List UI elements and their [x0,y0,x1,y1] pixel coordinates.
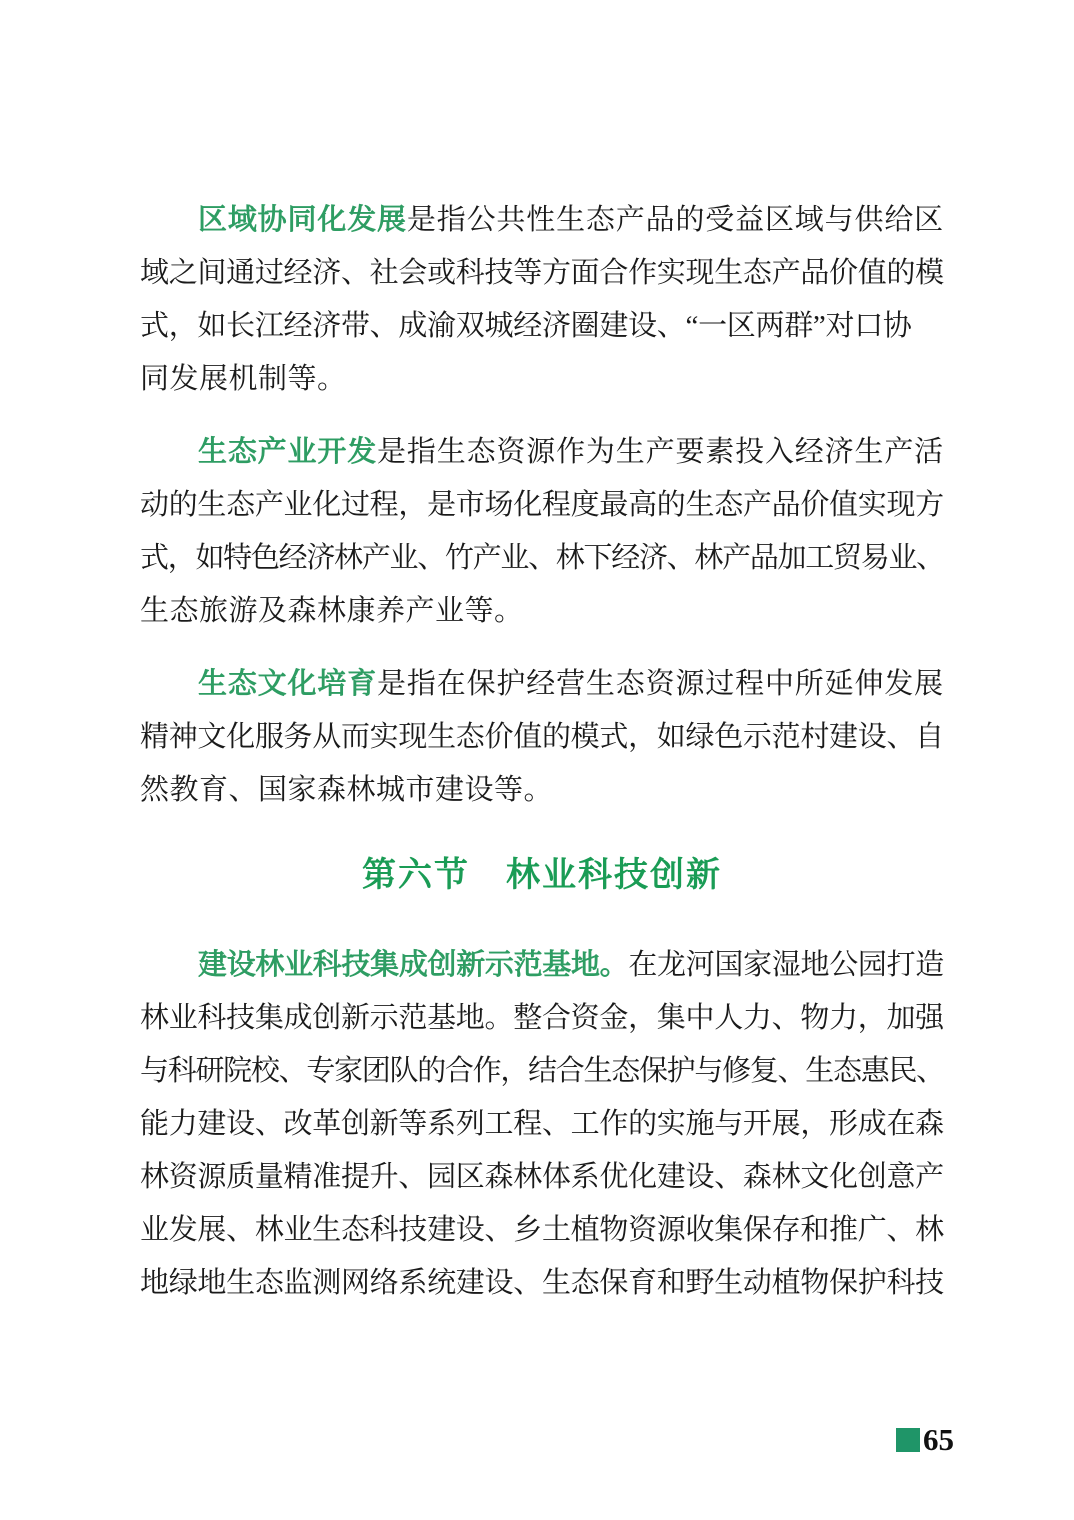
text-line: 生态产业开发是指生态资源作为生产要素投入经济生产活 [198,436,945,468]
paragraph-lead: 生态产业开发 [198,436,378,468]
text-line: 动的生态产业化过程，是市场化程度最高的生态产品价值实现方 [140,489,944,521]
text-line: 然教育、国家森林城市建设等。 [140,774,554,806]
paragraph-lead: 建设林业科技集成创新示范基地。 [198,949,629,981]
text-line: 式，如特色经济林产业、竹产业、林下经济、林产品加工贸易业、 [140,542,944,574]
text-line: 建设林业科技集成创新示范基地。在龙河国家湿地公园打造 [198,949,944,981]
text-line: 同发展机制等。 [140,363,347,395]
paragraph-lead: 生态文化培育 [198,668,378,700]
document-body [140,194,944,1330]
page-footer [896,1422,954,1457]
text-line: 域之间通过经济、社会或科技等方面合作实现生态产品价值的模 [140,257,944,289]
text-line: 生态旅游及森林康养产业等。 [140,595,524,627]
section-heading: 第六节 林业科技创新 [362,856,722,894]
text-line: 业发展、林业生态科技建设、乡土植物资源收集保存和推广、林 [140,1214,944,1246]
paragraph [140,939,944,1310]
paragraph [140,658,944,817]
text-line: 生态文化培育是指在保护经营生态资源过程中所延伸发展 [198,668,945,700]
page-number-square-icon [896,1428,920,1452]
text-line: 区域协同化发展是指公共性生态产品的受益区域与供给区 [198,204,945,236]
text-line: 精神文化服务从而实现生态价值的模式，如绿色示范村建设、自 [140,721,944,753]
paragraph-lead: 区域协同化发展 [198,204,407,236]
paragraph [140,426,944,638]
text-line: 能力建设、改革创新等系列工程、工作的实施与开展，形成在森 [140,1108,944,1140]
page-number: 65 [923,1422,954,1457]
text-line: 林业科技集成创新示范基地。整合资金，集中人力、物力，加强 [140,1002,944,1034]
text-line: 地绿地生态监测网络系统建设、生态保育和野生动植物保护科技 [140,1267,944,1299]
text-line: 林资源质量精准提升、园区森林体系优化建设、森林文化创意产 [140,1161,944,1193]
text-line: 与科研院校、专家团队的合作，结合生态保护与修复、生态惠民、 [140,1055,944,1087]
text-line: 式，如长江经济带、成渝双城经济圈建设、“一区两群”对口协 [140,310,912,342]
paragraph [140,194,944,406]
